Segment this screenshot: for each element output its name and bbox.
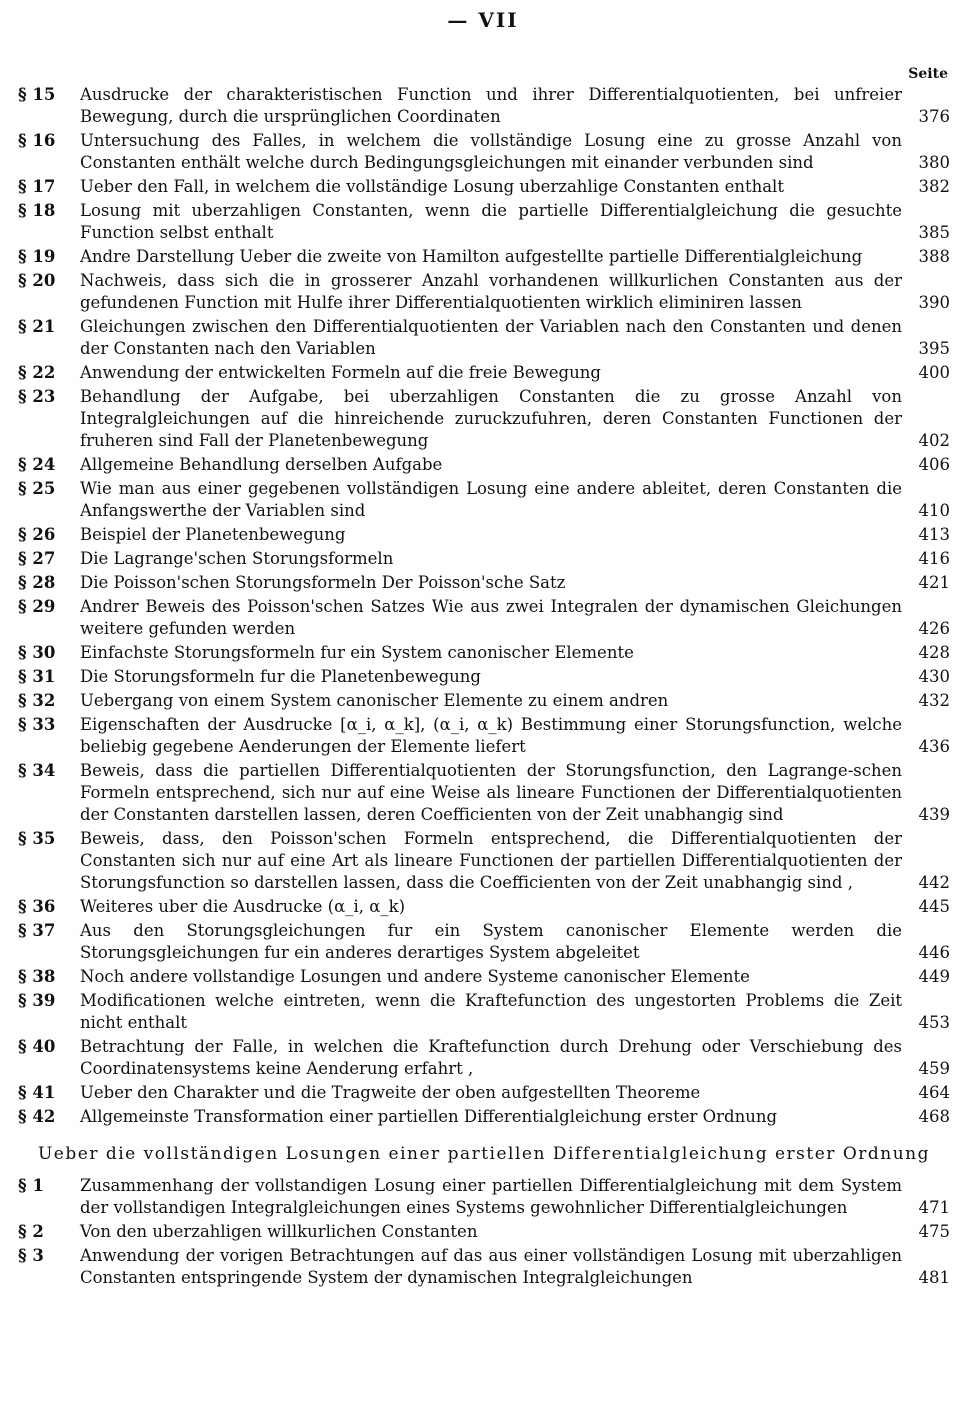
toc-entry-title: Die Poisson'schen Storungsformeln Der Poisson'sche Satz (80, 573, 566, 592)
toc-section-number: § 26 (18, 525, 56, 544)
toc-page-number: 464 (918, 1083, 950, 1102)
toc-entry (18, 362, 950, 384)
toc-entry-title: Beweis, dass, den Poisson'schen Formeln entsprechend, die Differentialquotienten der Constanten sich nur auf eine Art als lineare Functionen der partiellen Differentialquotienten der Storungsfunction so darstellen lassen, dass die Coefficienten von der Zeit unabhangig sind , (80, 829, 902, 892)
toc-entry (18, 524, 950, 546)
toc-entry-title: Allgemeine Behandlung derselben Aufgabe (80, 455, 443, 474)
toc-section-number: § 21 (18, 317, 56, 336)
toc-page-number: 421 (918, 573, 950, 592)
toc-entry (18, 572, 950, 594)
toc-page-number: 382 (918, 177, 950, 196)
toc-entry (18, 478, 950, 522)
toc-entry (18, 130, 950, 174)
toc-section-number: § 1 (18, 1176, 44, 1195)
table-of-contents (18, 84, 950, 1291)
toc-entry (18, 454, 950, 476)
toc-entry-title: Noch andere vollstandige Losungen und andere Systeme canonischer Elemente (80, 967, 750, 986)
toc-section-number: § 38 (18, 967, 56, 986)
toc-entry (18, 548, 950, 570)
toc-section-number: § 32 (18, 691, 56, 710)
toc-page-number: 471 (918, 1198, 950, 1217)
toc-section-number: § 20 (18, 271, 56, 290)
toc-section-number: § 16 (18, 131, 56, 150)
toc-page-number: 380 (918, 153, 950, 172)
toc-section-number: § 15 (18, 85, 56, 104)
toc-page-number: 446 (918, 943, 950, 962)
toc-section-number: § 29 (18, 597, 56, 616)
toc-entry-title: Betrachtung der Falle, in welchen die Kraftefunction durch Drehung oder Verschiebung des Coordinatensystems keine Aenderung erfahrt , (80, 1037, 902, 1078)
toc-entry (18, 1221, 950, 1243)
toc-entry (18, 176, 950, 198)
toc-entry (18, 1245, 950, 1289)
toc-section-number: § 36 (18, 897, 56, 916)
toc-entry-title: Beispiel der Planetenbewegung (80, 525, 346, 544)
toc-page-number: 428 (918, 643, 950, 662)
toc-page-number: 385 (918, 223, 950, 242)
toc-page-number: 439 (918, 805, 950, 824)
toc-entry (18, 828, 950, 894)
toc-entry-title: Ueber den Charakter und die Tragweite der oben aufgestellten Theoreme (80, 1083, 701, 1102)
toc-entry-title: Untersuchung des Falles, in welchem die vollständige Losung eine zu grosse Anzahl von Constanten enthält welche durch Bedingungsgleichungen mit einander verbunden sind (80, 131, 902, 172)
toc-entry-title: Die Storungsformeln fur die Planetenbewegung (80, 667, 481, 686)
toc-entry (18, 1036, 950, 1080)
toc-section-number: § 3 (18, 1246, 44, 1265)
toc-page-number: 426 (918, 619, 950, 638)
toc-page-number: 416 (918, 549, 950, 568)
toc-entry-title: Behandlung der Aufgabe, bei uberzahligen Constanten die zu grosse Anzahl von Integralgleichungen auf die hinreichende zuruckzufuhren, deren Constanten Functionen der fruheren sind Fall der Planetenbewegung (80, 387, 902, 450)
toc-entry-title: Einfachste Storungsformeln fur ein System canonischer Elemente (80, 643, 634, 662)
toc-section-number: § 39 (18, 991, 56, 1010)
toc-section-number: § 2 (18, 1222, 44, 1241)
toc-page-number: 475 (918, 1222, 950, 1241)
page-header-roman-numeral: — VII (447, 8, 519, 32)
toc-entry (18, 920, 950, 964)
toc-page-number: 442 (918, 873, 950, 892)
toc-section-number: § 37 (18, 921, 56, 940)
toc-entry-title: Losung mit uberzahligen Constanten, wenn die partielle Differentialgleichung die gesuchte Function selbst enthalt (80, 201, 902, 242)
toc-entry (18, 690, 950, 712)
toc-entry (18, 1106, 950, 1128)
toc-section-number: § 24 (18, 455, 56, 474)
toc-page-number: 395 (918, 339, 950, 358)
toc-section-number: § 28 (18, 573, 56, 592)
toc-entry (18, 200, 950, 244)
toc-section-number: § 35 (18, 829, 56, 848)
toc-entry-title: Nachweis, dass sich die in grosserer Anzahl vorhandenen willkurlichen Constanten aus der gefundenen Function mit Hulfe ihrer Differentialquotienten wirklich eliminiren lassen (80, 271, 902, 312)
toc-section-number: § 18 (18, 201, 56, 220)
toc-entry (18, 666, 950, 688)
toc-entry (18, 596, 950, 640)
toc-page-number: 445 (918, 897, 950, 916)
toc-page-number: 402 (918, 431, 950, 450)
toc-entry (18, 714, 950, 758)
toc-entry-title: Wie man aus einer gegebenen vollständigen Losung eine andere ableitet, deren Constanten die Anfangswerthe der Variablen sind (80, 479, 902, 520)
toc-entry-title: Zusammenhang der vollstandigen Losung einer partiellen Differentialgleichung mit dem System der vollstandigen Integralgleichungen eines Systems gewohnlicher Differentialgleichungen (80, 1176, 902, 1217)
toc-page-number: 432 (918, 691, 950, 710)
toc-entry (18, 270, 950, 314)
toc-section-number: § 23 (18, 387, 56, 406)
toc-section-number: § 27 (18, 549, 56, 568)
toc-entry (18, 386, 950, 452)
toc-page-number: 453 (918, 1013, 950, 1032)
toc-section-number: § 19 (18, 247, 56, 266)
toc-entry-title: Uebergang von einem System canonischer Elemente zu einem andren (80, 691, 669, 710)
toc-entry (18, 990, 950, 1034)
entry-spacer (18, 1128, 950, 1130)
toc-page-number: 481 (918, 1268, 950, 1287)
toc-entry-title: Eigenschaften der Ausdrucke [α_i, α_k], (α_i, α_k) Bestimmung einer Storungsfunction, welche beliebig gegebene Aenderungen der Elemente liefert (80, 715, 902, 756)
toc-page-number: 413 (918, 525, 950, 544)
chapter-heading: Ueber die vollständigen Losungen einer partiellen Differentialgleichung erster Ordnung (37, 1144, 931, 1164)
toc-entry (18, 246, 950, 268)
toc-page-number: 390 (918, 293, 950, 312)
toc-entry-title: Anwendung der entwickelten Formeln auf die freie Bewegung (80, 363, 601, 382)
toc-page-number: 468 (918, 1107, 950, 1126)
toc-entry (18, 966, 950, 988)
toc-entry-title: Andrer Beweis des Poisson'schen Satzes Wie aus zwei Integralen der dynamischen Gleichungen weitere gefunden werden (80, 597, 902, 638)
toc-page-number: 400 (918, 363, 950, 382)
toc-page-number: 406 (918, 455, 950, 474)
toc-entry (18, 642, 950, 664)
toc-entry-title: Von den uberzahligen willkurlichen Constanten (80, 1222, 478, 1241)
toc-entry-title: Beweis, dass die partiellen Differentialquotienten der Storungsfunction, den Lagrange-schen Formeln entsprechend, sich nur auf eine Weise als lineare Functionen der Differentialquotienten der Constanten darstellen lassen, deren Coefficienten von der Zeit unabhangig sind (80, 761, 902, 824)
toc-section-number: § 33 (18, 715, 56, 734)
toc-entry-title: Allgemeinste Transformation einer partiellen Differentialgleichung erster Ordnung (80, 1107, 778, 1126)
toc-entry-title: Gleichungen zwischen den Differentialquotienten der Variablen nach den Constanten und denen der Constanten nach den Variablen (80, 317, 902, 358)
toc-section-number: § 17 (18, 177, 56, 196)
toc-section-number: § 34 (18, 761, 56, 780)
toc-entry (18, 896, 950, 918)
toc-section-number: § 42 (18, 1107, 56, 1126)
toc-page-number: 376 (918, 107, 950, 126)
toc-section-number: § 30 (18, 643, 56, 662)
toc-page-number: 449 (918, 967, 950, 986)
toc-entry-title: Aus den Storungsgleichungen fur ein System canonischer Elemente werden die Storungsgleichungen fur ein anderes derartiges System abgeleitet (80, 921, 902, 962)
toc-entry-title: Andre Darstellung Ueber die zweite von Hamilton aufgestellte partielle Differentialgleichung (80, 247, 863, 266)
toc-entry-title: Weiteres uber die Ausdrucke (α_i, α_k) (80, 897, 406, 916)
toc-section-number: § 40 (18, 1037, 56, 1056)
page-column-label: Seite (908, 66, 948, 82)
toc-entry (18, 316, 950, 360)
toc-entry-title: Anwendung der vorigen Betrachtungen auf das aus einer vollständigen Losung mit uberzahligen Constanten entspringende System der dynamischen Integralgleichungen (80, 1246, 902, 1287)
toc-entry (18, 1082, 950, 1104)
toc-page-number: 410 (918, 501, 950, 520)
toc-page-number: 430 (918, 667, 950, 686)
toc-page-number: 459 (918, 1059, 950, 1078)
toc-entry-title: Die Lagrange'schen Storungsformeln (80, 549, 394, 568)
toc-entry-title: Ueber den Fall, in welchem die vollständige Losung uberzahlige Constanten enthalt (80, 177, 784, 196)
toc-section-number: § 25 (18, 479, 56, 498)
toc-section-number: § 41 (18, 1083, 56, 1102)
toc-page-number: 388 (918, 247, 950, 266)
entry-spacer (18, 1289, 950, 1291)
toc-entry-title: Ausdrucke der charakteristischen Function und ihrer Differentialquotienten, bei unfreier Bewegung, durch die ursprünglichen Coordinaten (80, 85, 902, 126)
toc-entry (18, 760, 950, 826)
toc-section-number: § 22 (18, 363, 56, 382)
toc-page-number: 436 (918, 737, 950, 756)
toc-entry-title: Modificationen welche eintreten, wenn die Kraftefunction des ungestorten Problems die Zeit nicht enthalt (80, 991, 902, 1032)
toc-entry (18, 1175, 950, 1219)
toc-section-number: § 31 (18, 667, 56, 686)
toc-entry (18, 84, 950, 128)
